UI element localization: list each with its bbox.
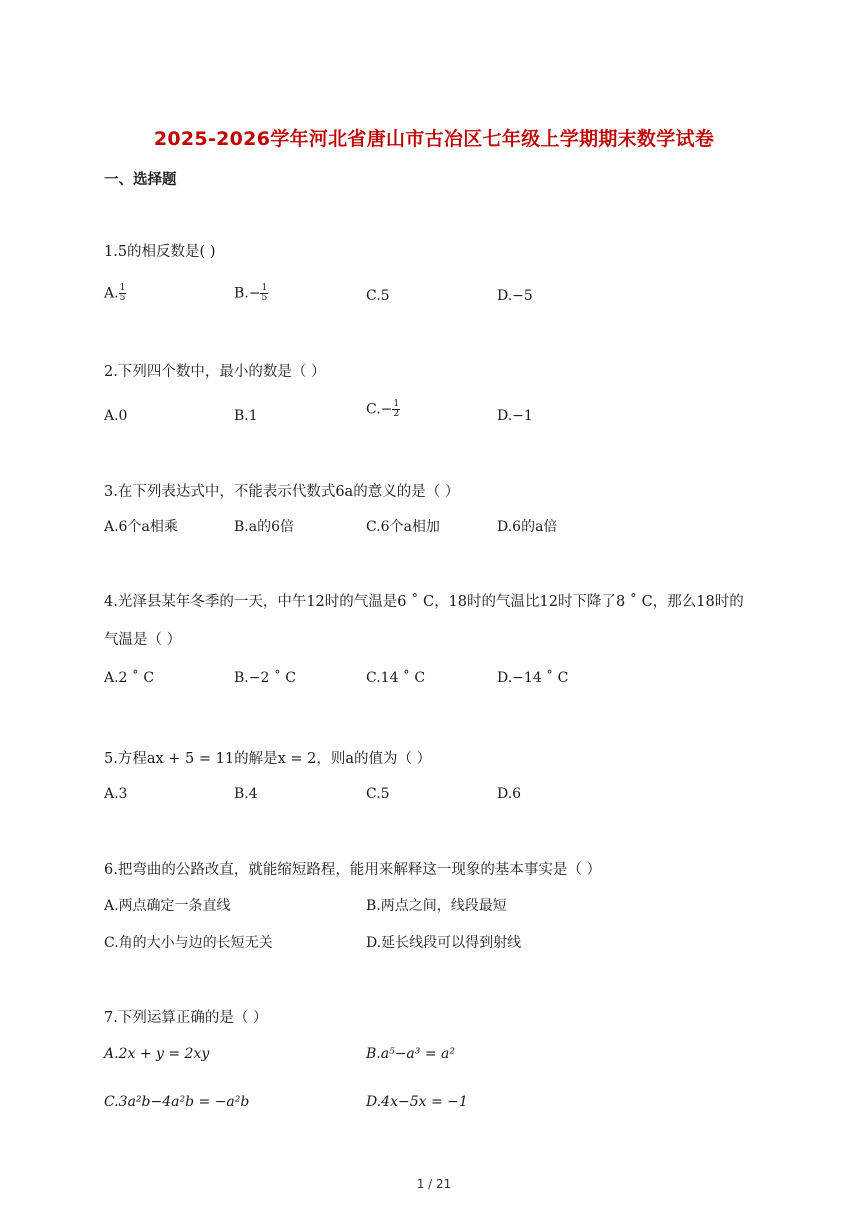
q7-option-d: D.4x−5x = −1 <box>366 1094 468 1110</box>
q3-option-c: C.6个a相加 <box>366 519 440 535</box>
q4-option-c: C.14 ˚ C <box>366 670 426 686</box>
q2-option-a: A.0 <box>104 408 128 424</box>
question-2-stem: 2.下列四个数中，最小的数是（ ） <box>104 364 326 380</box>
fraction-numerator: 1 <box>261 283 268 293</box>
q2-option-c-label: C. <box>366 401 381 418</box>
q1-option-c: C.5 <box>366 288 390 304</box>
minus-sign: − <box>380 401 393 418</box>
fraction-numerator: 1 <box>393 399 400 409</box>
q5-option-b: B.4 <box>234 786 258 802</box>
question-4-stem-line1: 4.光泽县某年冬季的一天，中午12时的气温是6 ˚ C，18时的气温比12时下降了8 ˚ C，那么18时的 <box>104 594 744 610</box>
q3-option-d: D.6的a倍 <box>497 519 558 535</box>
q4-option-b: B.−2 ˚ C <box>234 670 296 686</box>
q6-option-a: A.两点确定一条直线 <box>104 898 231 914</box>
q3-option-b: B.a的6倍 <box>234 519 294 535</box>
q2-option-c <box>366 400 400 419</box>
q3-option-a: A.6个a相乘 <box>104 519 178 535</box>
q1-option-a <box>104 284 126 303</box>
q1-option-b-label: B. <box>234 285 249 302</box>
question-3-stem: 3.在下列表达式中，不能表示代数式6a的意义的是（ ） <box>104 484 460 500</box>
question-6-stem: 6.把弯曲的公路改直，就能缩短路程，能用来解释这一现象的基本事实是（ ） <box>104 862 601 878</box>
question-4-stem-line2: 气温是（ ） <box>104 632 182 648</box>
q7-option-a: A.2x + y = 2xy <box>104 1046 210 1062</box>
exam-title: 2025-2026学年河北省唐山市古冶区七年级上学期期末数学试卷 <box>153 128 715 150</box>
q6-option-b: B.两点之间，线段最短 <box>366 898 507 914</box>
fraction-denominator: 5 <box>119 293 126 303</box>
minus-sign: − <box>248 285 261 302</box>
q1-option-b-fraction <box>260 284 268 303</box>
q6-option-d: D.延长线段可以得到射线 <box>366 935 522 951</box>
q1-option-a-fraction <box>119 284 127 303</box>
q5-option-d: D.6 <box>497 786 522 802</box>
fraction-denominator: 5 <box>261 293 268 303</box>
q2-option-c-fraction <box>392 400 400 419</box>
question-7-stem: 7.下列运算正确的是（ ） <box>104 1010 268 1026</box>
fraction-denominator: 2 <box>393 409 400 419</box>
section-heading: 一、选择题 <box>104 172 177 188</box>
q2-option-d: D.−1 <box>497 408 533 424</box>
q7-option-c: C.3a²b−4a²b = −a²b <box>104 1094 250 1110</box>
page-number: 1 / 21 <box>416 1177 452 1191</box>
q2-option-b: B.1 <box>234 408 258 424</box>
q1-option-d: D.−5 <box>497 288 533 304</box>
question-5-stem: 5.方程ax + 5 = 11的解是x = 2，则a的值为（ ） <box>104 751 432 767</box>
q6-option-c: C.角的大小与边的长短无关 <box>104 935 273 951</box>
question-1-stem: 1.5的相反数是( ) <box>104 244 216 260</box>
q4-option-a: A.2 ˚ C <box>104 670 155 686</box>
q1-option-b <box>234 284 268 303</box>
q7-option-b: B.a⁵−a³ = a² <box>366 1046 455 1062</box>
q5-option-a: A.3 <box>104 786 128 802</box>
q1-option-a-label: A. <box>104 285 119 302</box>
fraction-numerator: 1 <box>119 283 126 293</box>
q5-option-c: C.5 <box>366 786 390 802</box>
q4-option-d: D.−14 ˚ C <box>497 670 569 686</box>
